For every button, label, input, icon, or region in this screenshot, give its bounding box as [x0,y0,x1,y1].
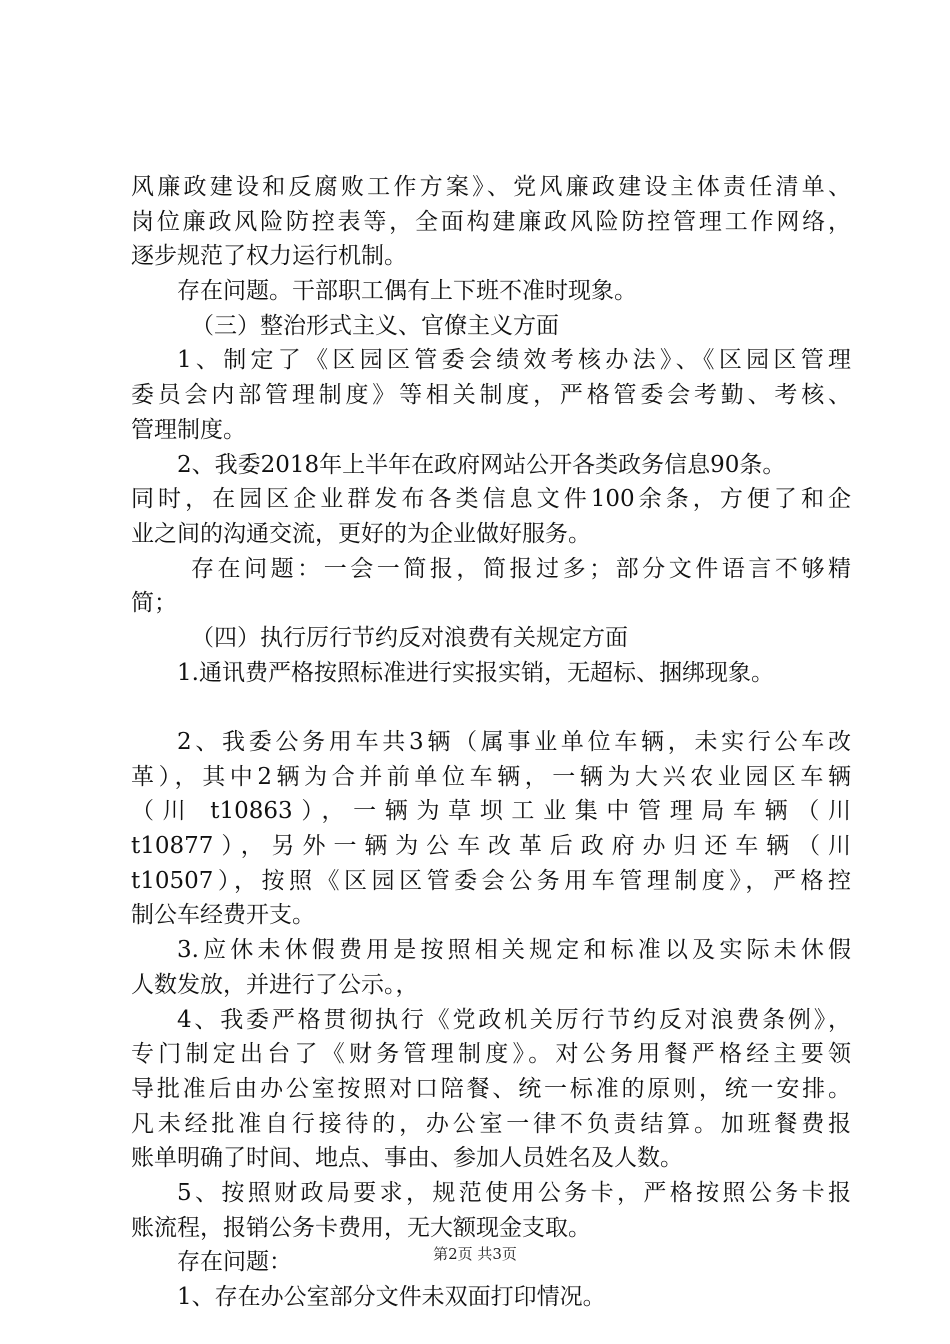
text-line: 4、我委严格贯彻执行《党政机关厉行节约反对浪费条例》， [177,1006,851,1033]
text-line: 账单明确了时间、地点、事由、参加人员姓名及人数。 [131,1145,683,1172]
page-footer [0,1243,950,1264]
text-line: 人数发放，并进行了公示。， [131,971,419,998]
text-line: 5、按照财政局要求，规范使用公务卡，严格按照公务卡报 [177,1179,851,1206]
text-line: 专门制定出台了《财务管理制度》。对公务用餐严格经主要领 [131,1041,851,1068]
text-line: 同时，在园区企业群发布各类信息文件100余条，方便了和企 [131,486,851,513]
text-line: t10507），按照《区园区管委会公务用车管理制度》，严格控 [131,867,851,894]
text-line: 导批准后由办公室按照对口陪餐、统一标准的原则，统一安排。 [131,1075,851,1102]
text-line: 1.通讯费严格按照标准进行实报实销，无超标、捆绑现象。 [177,659,774,686]
text-line: 风廉政建设和反腐败工作方案》、党风廉政建设主体责任清单、 [131,174,851,200]
text-line: 3.应休未休假费用是按照相关规定和标准以及实际未休假 [177,937,851,964]
section-heading: （三）整治形式主义、官僚主义方面 [191,312,559,339]
document-body [131,170,851,1315]
text-line: 简； [131,590,177,617]
text-line: 存在问题： [177,1249,292,1276]
text-line: 委员会内部管理制度》等相关制度，严格管委会考勤、考核、 [131,382,851,409]
text-line: 业之间的沟通交流，更好的为企业做好服务。 [131,520,591,547]
text-line: 存在问题：一会一简报，简报过多；部分文件语言不够精 [191,555,851,582]
text-line: 岗位廉政风险防控表等，全面构建廉政风险防控管理工作网络， [131,208,851,235]
section-heading: （四）执行厉行节约反对浪费有关规定方面 [191,624,628,651]
text-line: 1、存在办公室部分文件未双面打印情况。 [177,1284,606,1310]
text-line: 账流程，报销公务卡费用，无大额现金支取。 [131,1214,591,1241]
blank-line [131,690,851,725]
text-line: 2、我委公务用车共3辆（属事业单位车辆，未实行公车改 [177,729,851,755]
text-line: 逐步规范了权力运行机制。 [131,243,407,270]
text-line: 制公车经费开支。 [131,902,315,929]
text-line: 凡未经批准自行接待的，办公室一律不负责结算。加班餐费报 [131,1110,851,1137]
text-line: （川 t10863），一辆为草坝工业集中管理局车辆（川 [131,798,851,825]
text-line: 管理制度。 [131,416,246,443]
text-line: 2、我委2018年上半年在政府网站公开各类政务信息90条。 [177,451,786,478]
text-line: 存在问题。干部职工偶有上下班不准时现象。 [177,278,637,305]
text-line: t10877），另外一辆为公车改革后政府办归还车辆（川 [131,833,851,860]
text-line: 革），其中2辆为合并前单位车辆，一辆为大兴农业园区车辆 [131,763,851,790]
text-line: 1、制定了《区园区管委会绩效考核办法》、《区园区管理 [177,347,851,374]
page-number: 第2页 共3页 [433,1245,517,1263]
